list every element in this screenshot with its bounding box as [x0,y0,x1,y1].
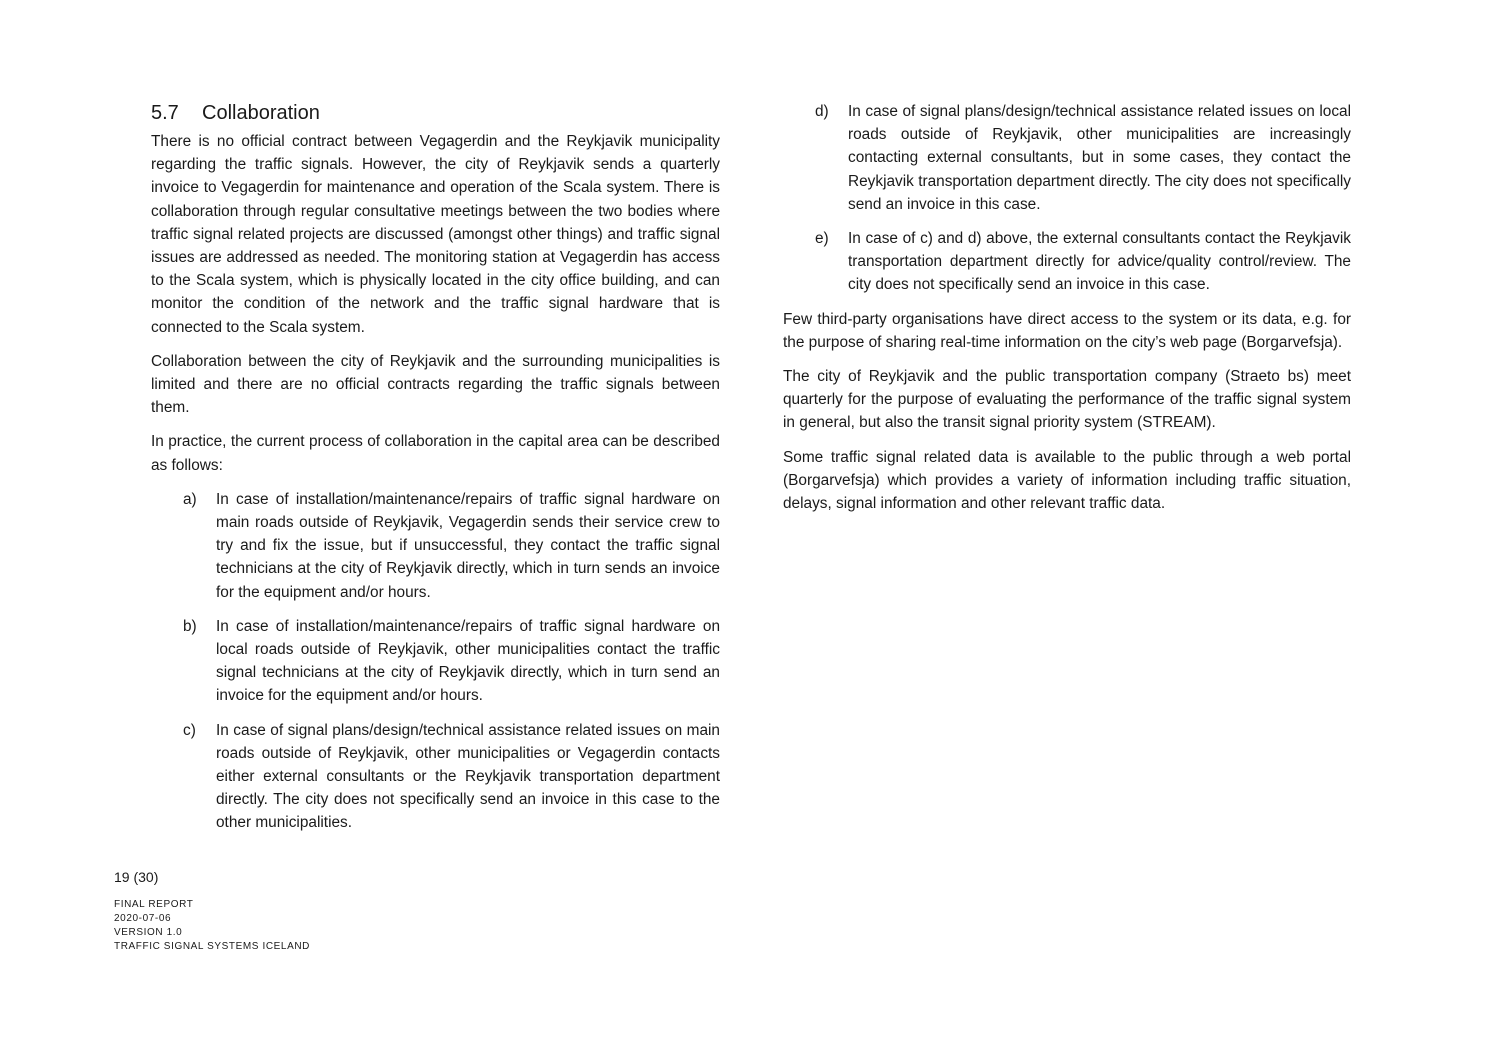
footer-version: VERSION 1.0 [114,927,183,938]
list-item-text: In case of signal plans/design/technical assistance related issues on local roads outside of Reykjavik, other municipalities are increasingly contacting external consultants, but in some cases, they contact the Reykjavik transportation department directly. The city does not specifically send an invoice in this case. [848,103,1351,213]
list-item-a [183,488,720,604]
footer-project-title: TRAFFIC SIGNAL SYSTEMS ICELAND [114,941,310,952]
collaboration-list-right [783,100,1351,297]
collaboration-list-left [151,488,720,835]
list-marker: a) [183,490,197,508]
section-number: 5.7 [151,102,179,124]
paragraph-contract: There is no official contract between Vegagerdin and the Reykjavik municipality regarding the traffic signals. However, the city of Reykjavik sends a quarterly invoice to Vegagerdin for maintenance and operation of the Scala system. There is collaboration through regular consultative meetings between the two bodies where traffic signal related projects are discussed (amongst other things) and traffic signal issues are addressed as needed. The monitoring station at Vegagerdin has access to the Scala system, which is physically located in the city office building, and can monitor the condition of the network and the traffic signal hardware that is connected to the Scala system. [151,133,720,336]
list-marker: c) [183,721,196,739]
paragraph-third-party: Few third-party organisations have direct access to the system or its data, e.g. for the purpose of sharing real-time information on the city’s web page (Borgarvefsja). [783,310,1351,351]
list-marker: b) [183,617,197,635]
paragraph-municipalities: Collaboration between the city of Reykjavik and the surrounding municipalities is limited and there are no official contracts regarding the traffic signals between them. [151,352,720,417]
document-footer [114,898,310,954]
right-column [783,100,1351,526]
section-title: Collaboration [202,102,320,124]
section-heading [151,100,720,126]
list-item-b [183,615,720,708]
paragraph-web-portal: Some traffic signal related data is available to the public through a web portal (Borgarvefsja) which provides a variety of information including traffic situation, delays, signal information and other relevant traffic data. [783,448,1351,513]
list-item-text: In case of signal plans/design/technical assistance related issues on main roads outside of Reykjavik, other municipalities or Vegagerdin contacts either external consultants or the Reykjavik transportation department directly. The city does not specifically send an invoice in this case to the other municipalities. [216,721,720,832]
footer-date: 2020-07-06 [114,913,172,924]
list-marker: d) [815,103,829,120]
list-item-e [815,227,1351,297]
footer-report-type: FINAL REPORT [114,899,194,910]
list-item-d [815,100,1351,216]
paragraph-process-intro: In practice, the current process of collaboration in the capital area can be described as follows: [151,433,720,474]
list-item-text: In case of c) and d) above, the external consultants contact the Reykjavik transportation department directly for advice/quality control/review. The city does not specifically send an invoice in this case. [848,230,1351,294]
list-item-text: In case of installation/maintenance/repairs of traffic signal hardware on main roads outside of Reykjavik, Vegagerdin sends their service crew to try and fix the issue, but if unsuccessful, they contact the traffic signal technicians at the city of Reykjavik directly, which in turn sends an invoice for the equipment and/or hours. [216,490,720,601]
list-item-text: In case of installation/maintenance/repairs of traffic signal hardware on local roads outside of Reykjavik, other municipalities contact the traffic signal technicians at the city of Reykjavik directly, which in turn send an invoice for the equipment and/or hours. [216,617,720,705]
page-number: 19 (30) [114,869,159,885]
paragraph-public-transport: The city of Reykjavik and the public transportation company (Straeto bs) meet quarterly for the purpose of evaluating the performance of the traffic signal system in general, but also the transit signal priority system (STREAM). [783,368,1351,432]
left-column [151,100,720,846]
list-marker: e) [815,230,829,248]
list-item-c [183,719,720,835]
